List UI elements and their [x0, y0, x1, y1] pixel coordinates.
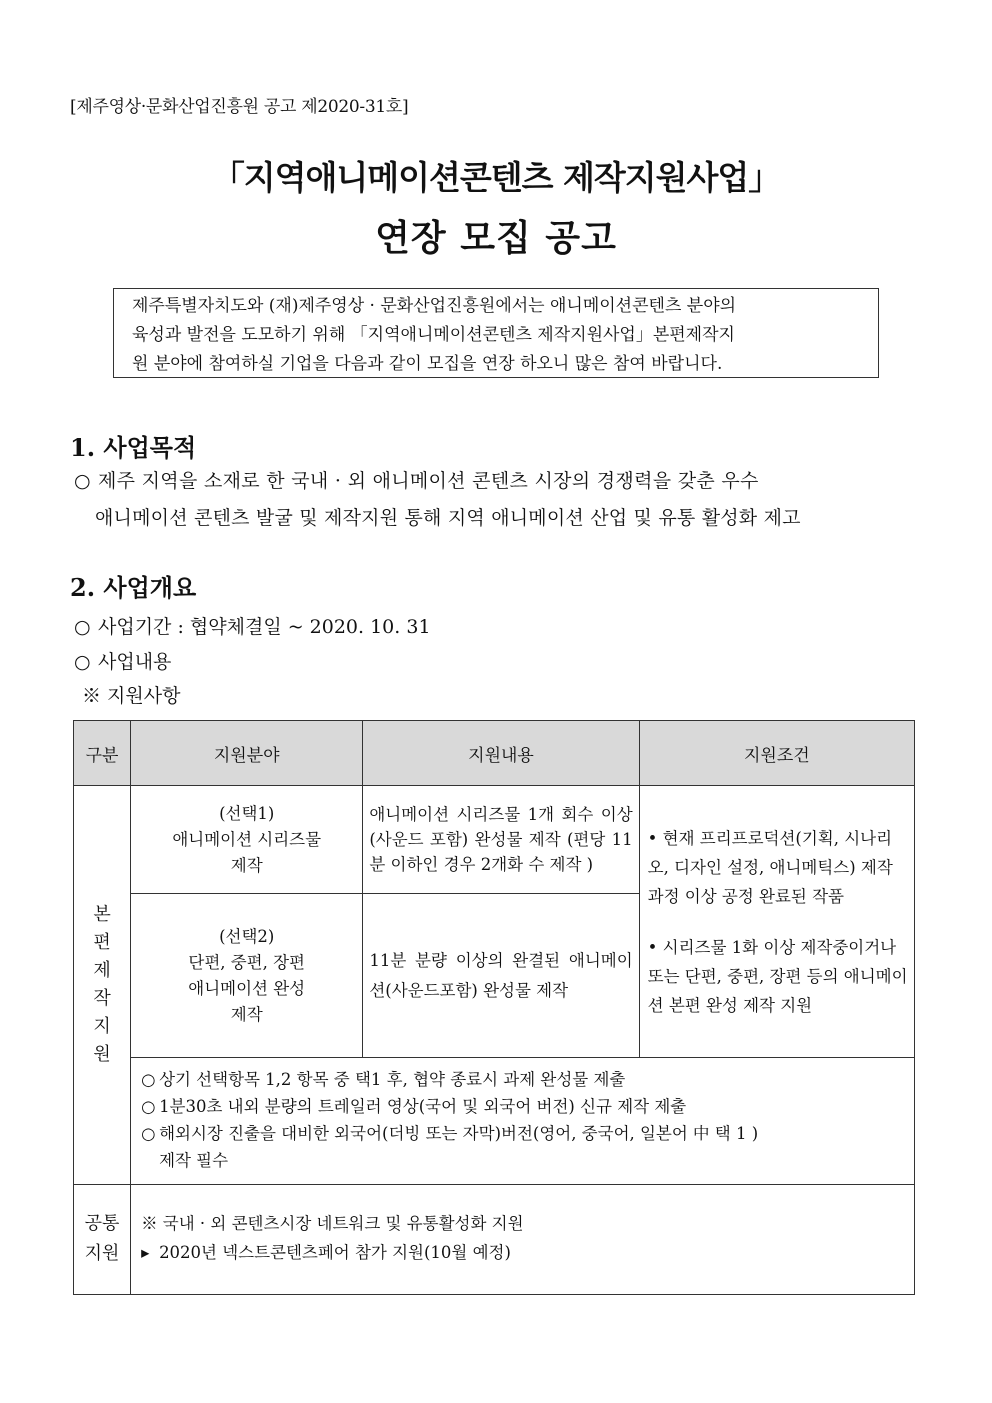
option1-field-line: 애니메이션 시리즈물 [172, 829, 322, 849]
circle-bullet-icon: ○ [141, 1097, 156, 1116]
requirement-3-continuation: 제작 필수 [159, 1151, 229, 1170]
header-gubun: 구분 [74, 721, 131, 786]
table-row-common [74, 1185, 915, 1295]
category-char: 지 [93, 1016, 111, 1037]
table-row-option1 [74, 786, 915, 894]
requirement-3-text: 해외시장 진출을 대비한 외국어(더빙 또는 자막)버전(영어, 중국어, 일본어 中 택 1 ) [159, 1124, 759, 1143]
option1-field-line: (선택1) [219, 803, 275, 823]
circle-bullet-icon: ○ [74, 470, 91, 492]
section1-line-1 [74, 466, 759, 493]
section1-line-2: 애니메이션 콘텐츠 발굴 및 제작지원 통해 지역 애니메이션 산업 및 유통 활성화 제고 [95, 507, 801, 529]
section2-heading: 2. 사업개요 [70, 573, 197, 602]
period-text: 사업기간 : 협약체결일 ~ 2020. 10. 31 [98, 616, 431, 638]
requirement-2 [141, 1093, 904, 1120]
circle-bullet-icon: ○ [141, 1070, 156, 1089]
common-category-line: 공통 [84, 1213, 120, 1234]
category-main-production [74, 786, 131, 1185]
circle-bullet-icon: ○ [74, 651, 91, 673]
category-char: 작 [93, 988, 111, 1009]
content-label-text: 사업내용 [98, 651, 172, 673]
requirement-1 [141, 1066, 904, 1093]
condition-1: • 현재 프리프로덕션(기획, 시나리오, 디자인 설정, 애니메틱스) 제작과정 이상 공정 완료된 작품 [647, 828, 893, 906]
section2-period [74, 612, 431, 639]
category-char: 제 [93, 960, 111, 981]
table-row-requirements [74, 1058, 915, 1185]
circle-bullet-icon: ○ [74, 616, 91, 638]
support-table [73, 720, 915, 1295]
page-title: 「지역애니메이션콘텐츠 제작지원사업」 [211, 158, 781, 197]
option2-field-line: 제작 [230, 1004, 263, 1024]
page-subtitle: 연장 모집 공고 [375, 218, 617, 259]
option1-content: 애니메이션 시리즈물 1개 회수 이상(사운드 포함) 완성물 제작 (편당 11분 이하인 경우 2개화 수 제작 ) [363, 786, 639, 894]
category-common-support [74, 1185, 131, 1295]
option1-field [131, 786, 363, 894]
category-char: 편 [93, 932, 111, 953]
category-char: 본 [93, 904, 111, 925]
option1-field-line: 제작 [230, 855, 263, 875]
requirement-1-text: 상기 선택항목 1,2 항목 중 택1 후, 협약 종료시 과제 완성물 제출 [159, 1070, 626, 1089]
category-char: 원 [93, 1044, 111, 1065]
requirement-2-text: 1분30초 내외 분량의 트레일러 영상(국어 및 외국어 버전) 신규 제작 제출 [159, 1097, 687, 1116]
conditions-cell [639, 786, 914, 1058]
intro-line-2: 육성과 발전을 도모하기 위해 「지역애니메이션콘텐츠 제작지원사업」본편제작지 [132, 325, 735, 345]
intro-line-1: 제주특별자치도와 (재)제주영상 · 문화산업진흥원에서는 애니메이션콘텐츠 분야의 [132, 296, 737, 316]
header-condition: 지원조건 [639, 721, 914, 786]
condition-2: • 시리즈물 1화 이상 제작중이거나 또는 단편, 중편, 장편 등의 애니메이션 본편 완성 제작 지원 [647, 937, 908, 1015]
section2-content-label [74, 647, 171, 674]
intro-box [113, 288, 879, 378]
common-line-2-text: 2020년 넥스트콘텐츠페어 참가 지원(10월 예정) [159, 1243, 511, 1262]
notice-number: [제주영상·문화산업진흥원 공고 제2020-31호] [70, 97, 409, 117]
requirement-3 [141, 1120, 904, 1147]
common-line-1: ※ 국내 · 외 콘텐츠시장 네트워크 및 유통활성화 지원 [141, 1214, 524, 1233]
common-category-line: 지원 [84, 1243, 120, 1264]
common-support-cell [131, 1185, 915, 1295]
circle-bullet-icon: ○ [141, 1124, 156, 1143]
option2-content: 11분 분량 이상의 완결된 애니메이션(사운드포함) 완성물 제작 [363, 894, 639, 1058]
requirements-cell [131, 1058, 915, 1185]
section2-note: ※ 지원사항 [82, 685, 181, 707]
section1-text-1: 제주 지역을 소재로 한 국내 · 외 애니메이션 콘텐츠 시장의 경쟁력을 갖춘 우수 [98, 470, 759, 492]
header-content: 지원내용 [363, 721, 639, 786]
intro-line-3: 원 분야에 참여하실 기업을 다음과 같이 모집을 연장 하오니 많은 참여 바랍니다. [132, 354, 723, 374]
section1-heading: 1. 사업목적 [70, 433, 197, 462]
option2-field-line: (선택2) [219, 926, 275, 946]
triangle-right-icon: ▸ [141, 1243, 150, 1262]
header-field: 지원분야 [131, 721, 363, 786]
option2-field [131, 894, 363, 1058]
common-line-2 [141, 1238, 904, 1267]
option2-field-line: 단편, 중편, 장편 [188, 952, 305, 972]
option2-field-line: 애니메이션 완성 [188, 978, 306, 998]
table-header-row [74, 721, 915, 786]
